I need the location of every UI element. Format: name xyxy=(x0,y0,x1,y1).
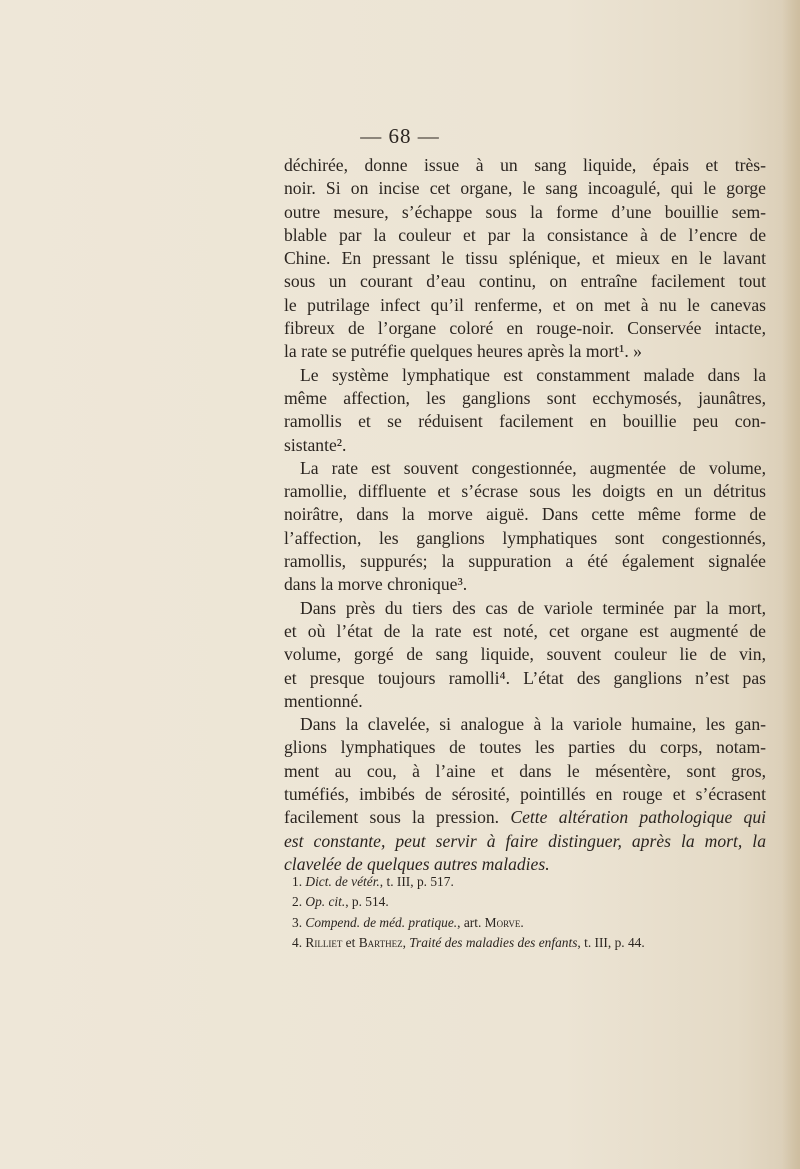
body-line-11: même affection, les ganglions sont ecchymosés, jaunâtres, xyxy=(284,387,766,408)
body-line-4: blable par la couleur et par la consistance à de l’encre de xyxy=(284,224,766,245)
italic-line-1: est constante, peut servir à faire distinguer, après la mort, la xyxy=(284,830,766,851)
footnote-4-conj: et xyxy=(342,934,359,950)
body-line-3: outre mesure, s’échappe sous la forme d’une bouillie sem- xyxy=(284,201,766,222)
body-line-12: ramollis et se réduisent facilement en bouillie peu con- xyxy=(284,411,766,432)
footnote-1-rest: , t. III, p. 517. xyxy=(379,874,454,889)
footnote-4-title: Traité des maladies des enfants xyxy=(409,934,578,950)
body-line-mixed xyxy=(284,806,766,829)
body-line-28: tuméfiés, imbibés de sérosité, pointillés en rouge et s’écrasent xyxy=(284,784,766,805)
footnote-4-number: 4. xyxy=(292,934,303,950)
body-line-18: ramollis, suppurés; la suppuration a été également signalée xyxy=(284,551,766,572)
page-edge-shadow xyxy=(782,0,800,1169)
body-lines xyxy=(284,154,766,806)
mixed-roman: facilement sous la pression. xyxy=(284,807,511,828)
body-line-9: la rate se putréfie quelques heures après la mort¹. » xyxy=(284,341,642,362)
footnote-4-sep: , xyxy=(402,934,410,950)
footnote-4-author-2: Barthez xyxy=(358,934,403,950)
footnote-3 xyxy=(284,913,766,933)
footnote-2 xyxy=(284,892,766,912)
body-line-7: le putrilage infect qu’il renferme, et on met à nu le canevas xyxy=(284,294,766,315)
body-line-8: fibreux de l’organe coloré en rouge-noir. Conservée intacte, xyxy=(284,318,766,339)
body-line-22: volume, gorgé de sang liquide, souvent couleur lie de vin, xyxy=(284,644,766,665)
body-line-1: déchirée, donne issue à un sang liquide, épais et très- xyxy=(284,155,766,175)
mixed-italic: Cette altération pathologique qui xyxy=(510,807,766,828)
body-line-16: noirâtre, dans la morve aiguë. Dans cette même forme de xyxy=(284,504,766,525)
page-number: — 68 — xyxy=(360,124,440,148)
italic-lines xyxy=(284,830,766,877)
body-line-14: La rate est souvent congestionnée, augmentée de volume, xyxy=(300,457,766,478)
body-line-27: ment au cou, à l’aine et dans le mésentère, sont gros, xyxy=(284,760,766,781)
footnote-1-number: 1. xyxy=(292,874,303,889)
body-line-13: sistante². xyxy=(284,434,347,455)
body-line-10: Le système lymphatique est constamment malade dans la xyxy=(300,364,766,385)
footnotes xyxy=(284,872,766,953)
footnote-3-smallcaps: Morve. xyxy=(484,914,524,930)
footnote-4-author-1: Rilliet xyxy=(305,934,343,950)
italic-line-2: clavelée de quelques autres maladies. xyxy=(284,853,550,874)
footnote-3-number: 3. xyxy=(292,914,303,930)
body-line-2: noir. Si on incise cet organe, le sang incoagulé, qui le gorge xyxy=(284,178,766,199)
body-line-25: Dans la clavelée, si analogue à la variole humaine, les gan- xyxy=(300,714,766,735)
body-line-5: Chine. En pressant le tissu splénique, et mieux en le lavant xyxy=(284,248,766,269)
body-line-19: dans la morve chronique³. xyxy=(284,574,468,595)
body-line-24: mentionné. xyxy=(284,690,363,711)
footnote-3-title: Compend. de méd. pratique. xyxy=(305,914,458,930)
footnote-1-title: Dict. de vétér. xyxy=(305,874,380,889)
body-line-20: Dans près du tiers des cas de variole terminée par la mort, xyxy=(300,597,766,618)
body-line-15: ramollie, diffluente et s’écrase sous les doigts en un détritus xyxy=(284,481,766,502)
body-line-21: et où l’état de la rate est noté, cet organe est augmenté de xyxy=(284,620,766,641)
body-line-6: sous un courant d’eau continu, on entraîne facilement tout xyxy=(284,271,766,292)
body-line-23: et presque toujours ramolli⁴. L’état des ganglions n’est pas xyxy=(284,667,766,688)
footnote-4-rest: , t. III, p. 44. xyxy=(577,934,645,950)
footnote-2-rest: , p. 514. xyxy=(345,894,389,910)
footnote-3-rest: , art. xyxy=(457,914,485,930)
footnote-4 xyxy=(284,933,766,953)
body-text xyxy=(284,154,766,876)
footnote-2-number: 2. xyxy=(292,894,303,910)
body-line-26: glions lymphatiques de toutes les parties du corps, notam- xyxy=(284,737,766,758)
footnote-1 xyxy=(284,872,766,892)
footnote-2-title: Op. cit. xyxy=(305,894,346,910)
body-line-17: l’affection, les ganglions lymphatiques sont congestionnés, xyxy=(284,527,766,548)
